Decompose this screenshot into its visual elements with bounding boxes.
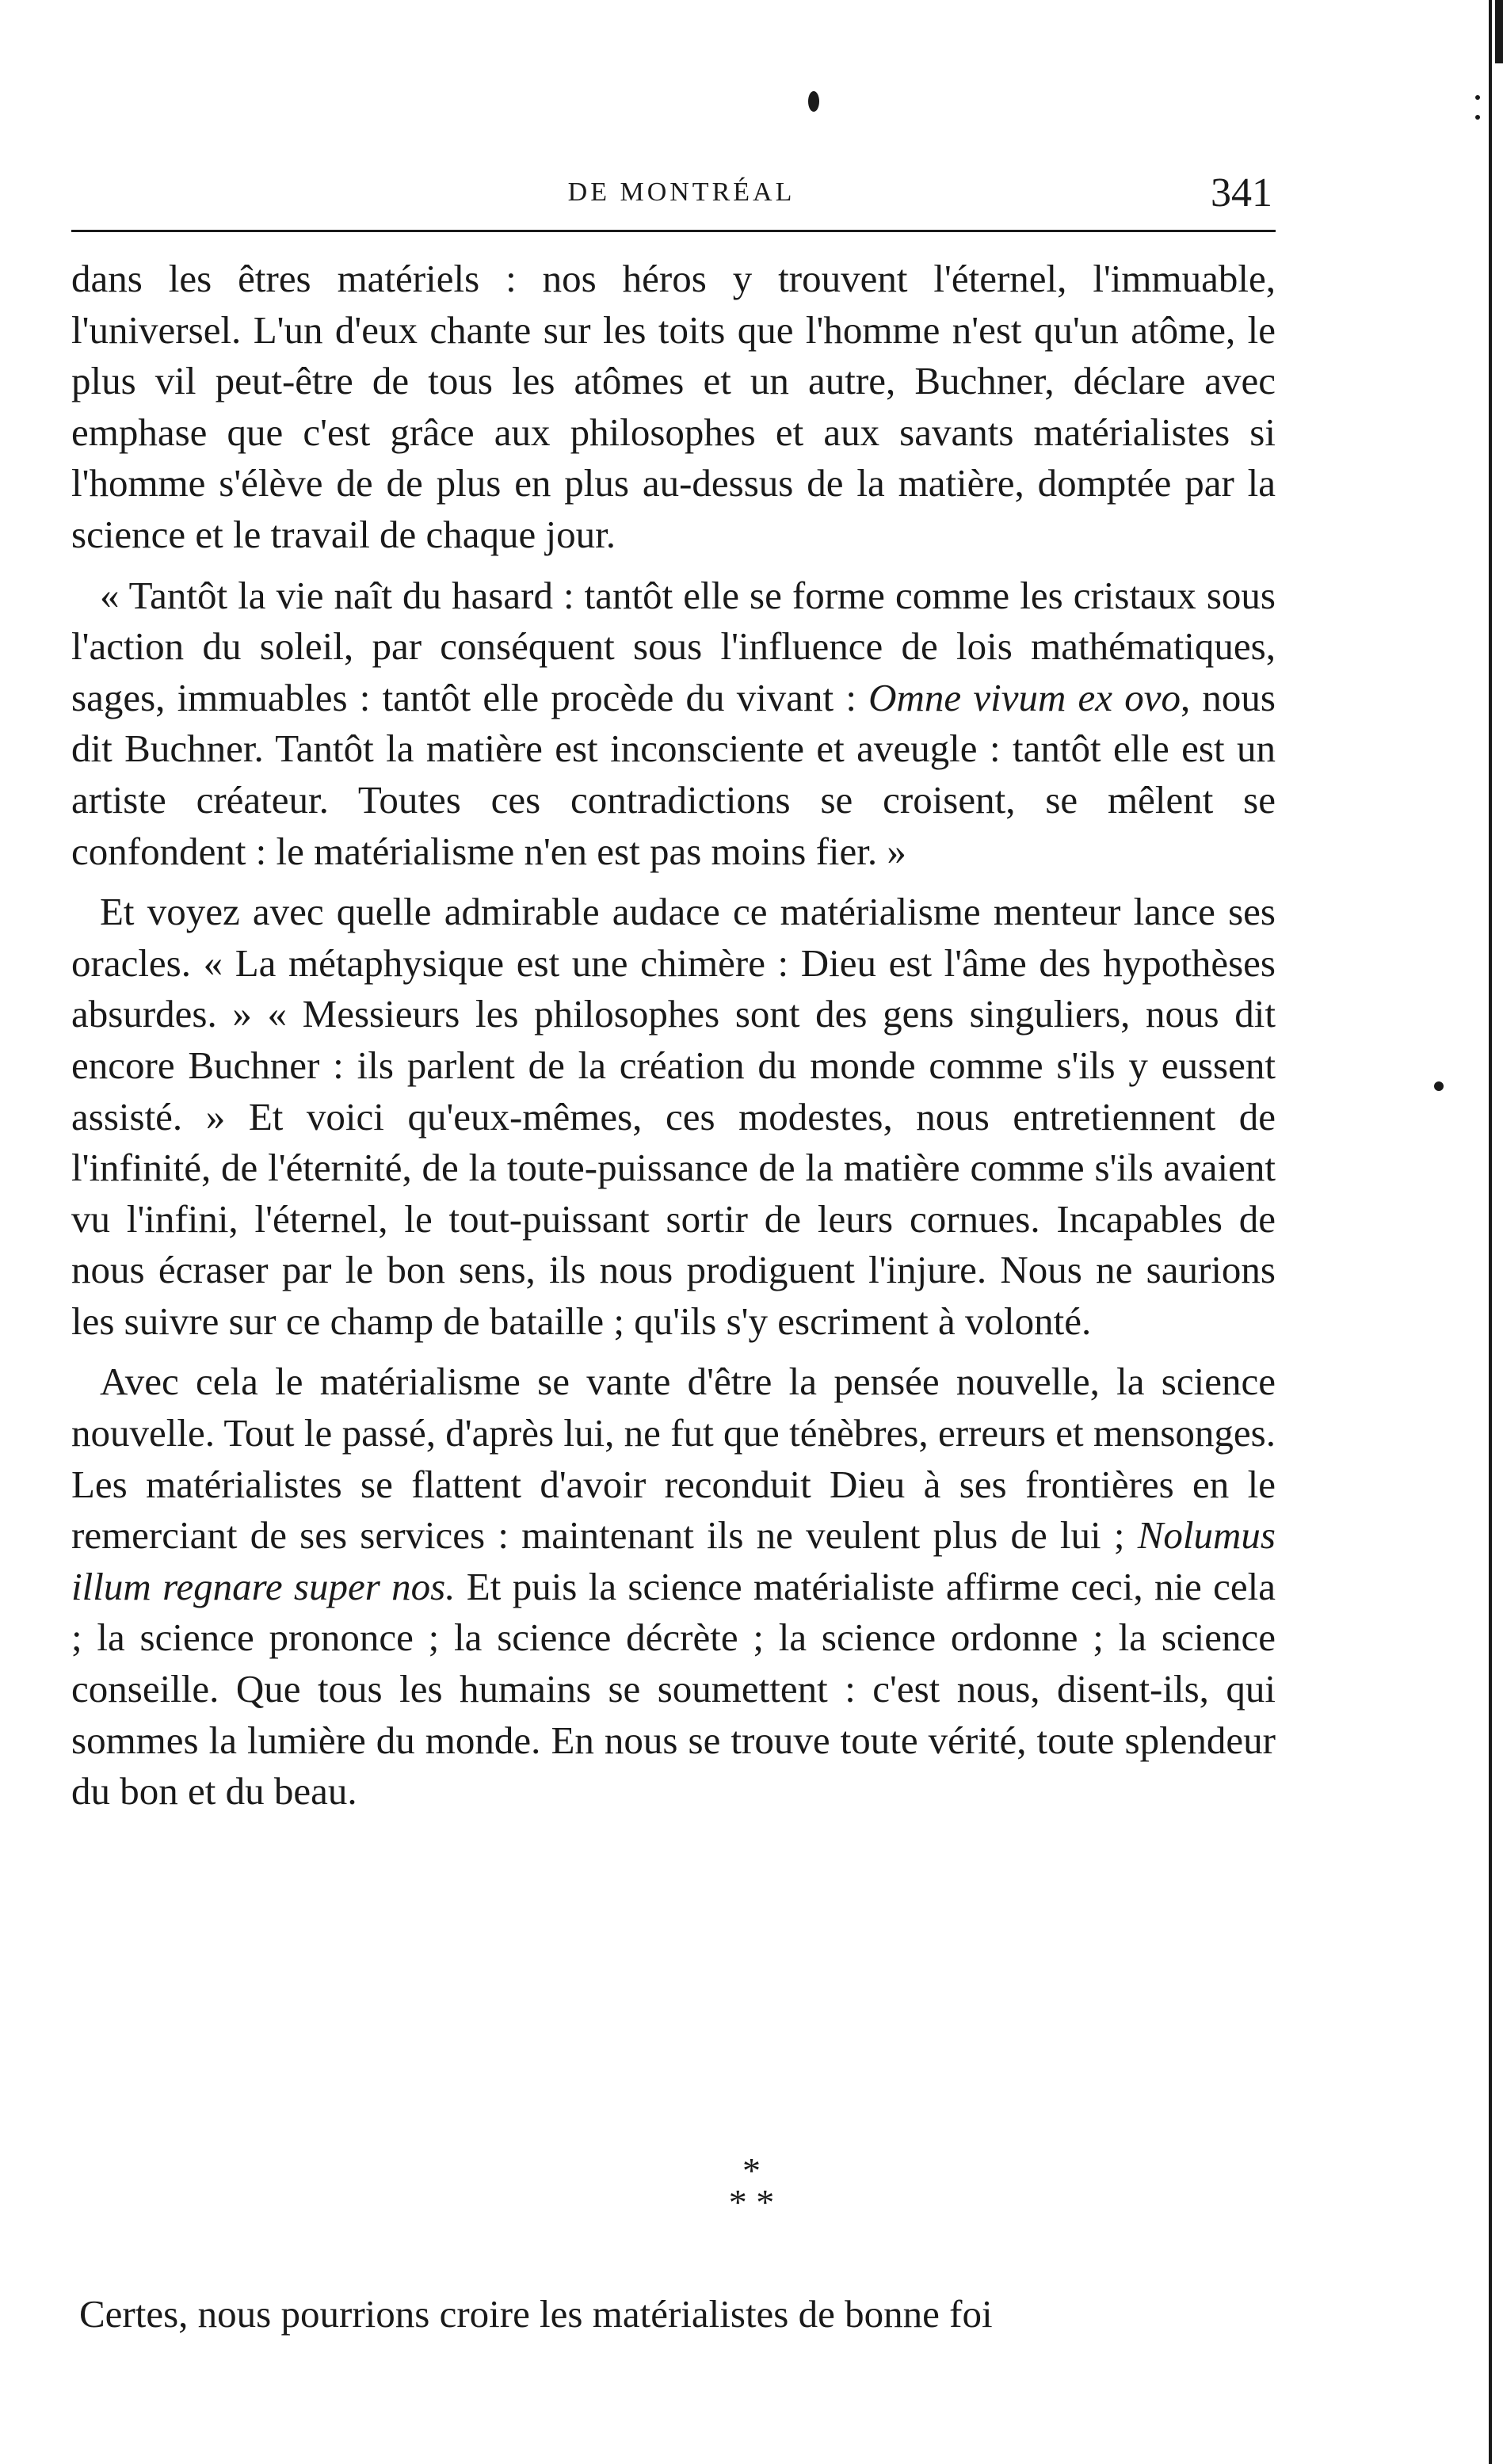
ink-speck xyxy=(808,91,819,112)
paragraph-4 xyxy=(71,1356,1276,1817)
paragraph-2 xyxy=(71,570,1276,878)
paragraph-3: Et voyez avec quelle admirable audace ce matérialisme menteur lance ses oracles. « La métaphysique est une chimère : Dieu est l'âme des hypothèses absurdes. » « Messieurs les philosophes sont des gens singuliers, nous dit encore Buchner : ils parlent de la création du monde comme s'ils y eussent assisté. » Et voici qu'eux-mêmes, ces modestes, nous entretiennent de l'infinité, de l'éternité, de la toute-puissance de la matière comme s'ils avaient vu l'infini, l'éternel, le tout-puissant sortir de leurs cornues. Incapables de nous écraser par le bon sens, ils nous prodiguent l'injure. Nous ne saurions les suivre sur ce champ de bataille ; qu'ils s'y escriment à volonté. xyxy=(71,890,1276,1343)
page-header xyxy=(71,158,1291,222)
section-separator xyxy=(0,2150,1503,2222)
ink-speck xyxy=(1475,95,1480,100)
header-rule xyxy=(71,230,1276,232)
paragraph-4-text-start: Avec cela le matérialisme se vante d'être la pensée nouvelle, la science nouvelle. Tout le passé, d'après lui, ne fut que ténèbres, erreurs et mensonges. Les matérialistes se flattent d'avoir reconduit Dieu à ses frontières en le remerciant de ses services : maintenant ils ne veulent plus de lui ; xyxy=(71,1360,1276,1558)
page-number: 341 xyxy=(1211,170,1272,216)
paragraph-1: dans les êtres matériels : nos héros y trouvent l'éternel, l'immuable, l'universel. L'un d'eux chante sur les toits que l'homme n'est qu'un atôme, le plus vil peut-être de tous les atômes et un autre, Buchner, déclare avec emphase que c'est grâce aux philosophes et aux savants matérialistes si l'homme s'élève de de plus en plus au-dessus de la matière, domptée par la science et le travail de chaque jour. xyxy=(71,257,1276,556)
running-head: DE MONTRÉAL xyxy=(567,177,795,207)
paragraph-2-text-end: , nous dit Buchner. Tantôt la matière est inconsciente et aveugle : tantôt elle est un artiste créateur. Toutes ces contradictions se croisent, se mêlent se confondent : le matérialisme n'en est pas moins fier. » xyxy=(71,675,1276,873)
paragraph-2-text-start: « Tantôt la vie naît du hasard : tantôt elle se forme comme les cristaux sous l'action du soleil, par conséquent sous l'influence de lois mathématiques, sages, immuables : tantôt elle procède du vivant : xyxy=(71,573,1276,719)
paragraph-5-start: Certes, nous pourrions croire les matérialistes de bonne foi xyxy=(79,2292,993,2336)
page-edge-corner xyxy=(1495,0,1503,63)
separator-top-asterisk: * xyxy=(742,2150,761,2191)
page-edge-shadow xyxy=(1489,0,1492,2464)
latin-quote-nolumus: Nolumus illum regnare super nos. xyxy=(71,1513,1276,1608)
separator-bottom-asterisks: * * xyxy=(728,2182,775,2222)
latin-quote-omne-vivum: Omne vivum ex ovo xyxy=(868,675,1181,719)
body-text xyxy=(71,254,1276,1817)
paragraph-4-text-end: Et puis la science matérialiste affirme ceci, nie cela ; la science prononce ; la science décrète ; la science ordonne ; la science conseille. Que tous les humains se soumettent : c'est nous, disent-ils, qui sommes la lumière du monde. En nous se trouve toute vérité, toute splendeur du bon et du beau. xyxy=(71,1564,1276,1814)
ink-speck xyxy=(1434,1081,1444,1091)
ink-speck xyxy=(1475,115,1480,120)
